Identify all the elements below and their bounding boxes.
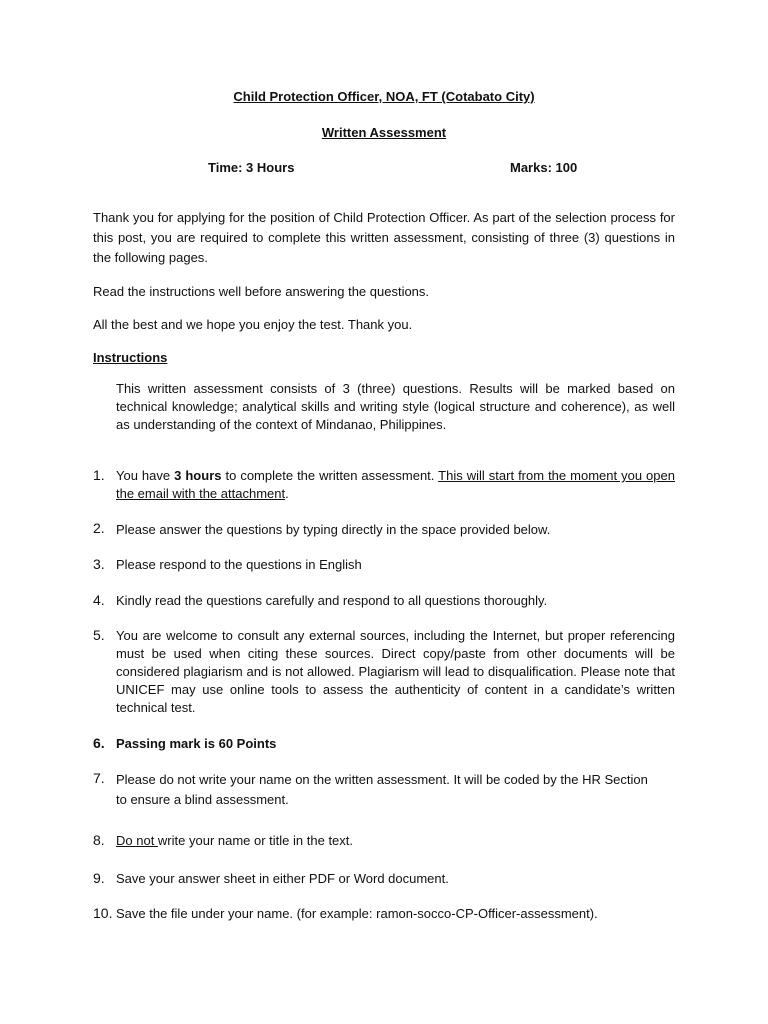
closing-line: All the best and we hope you enjoy the test. Thank you. — [93, 317, 413, 332]
item-bold-text: 3 hours — [174, 468, 222, 483]
list-item-6: Passing mark is 60 Points — [116, 736, 277, 751]
list-item-2: Please answer the questions by typing directly in the space provided below. — [116, 522, 551, 537]
item-text: to complete the written assessment. — [221, 468, 439, 483]
instructions-heading: Instructions — [93, 350, 168, 365]
item-underlined-text: Do not — [116, 833, 158, 848]
document-subtitle: Written Assessment — [321, 125, 447, 140]
item-number: 1. — [93, 467, 105, 483]
item-number: 3. — [93, 556, 105, 572]
item-text: . — [285, 486, 289, 501]
item-number: 10. — [93, 905, 113, 921]
intro-paragraph: Thank you for applying for the position of Child Protection Officer. As part of the selection process for this post, you are required to complete this written assessment, consisting of three (3) questions in the following pages. — [93, 210, 675, 265]
time-label: Time: 3 Hours — [208, 160, 295, 175]
item-number: 2. — [93, 520, 105, 536]
list-item-5: You are welcome to consult any external sources, including the Internet, but proper referencing must be used when citing these sources. Direct copy/paste from other documents will be considered plagiarism and is not allowed. Plagiarism will lead to disqualification. Please note that UNICEF may use online tools to assess the authenticity of content in a candidate’s written technical test. — [116, 628, 675, 715]
list-item-4: Kindly read the questions carefully and respond to all questions thoroughly. — [116, 593, 548, 608]
list-item-3: Please respond to the questions in English — [116, 557, 362, 572]
list-item-7: Please do not write your name on the written assessment. It will be coded by the HR Section to ensure a blind assessment. — [116, 772, 648, 807]
item-underlined-text: This will start from the moment you open the email with the attachment — [116, 468, 675, 501]
list-item-9: Save your answer sheet in either PDF or Word document. — [116, 871, 449, 886]
item-number: 4. — [93, 592, 105, 608]
item-number: 7. — [93, 770, 105, 786]
list-item-1 — [116, 467, 675, 503]
item-number: 6. — [93, 735, 105, 751]
list-item-10: Save the file under your name. (for example: ramon-socco-CP-Officer-assessment). — [116, 906, 598, 921]
item-number: 5. — [93, 627, 105, 643]
item-text: write your name or title in the text. — [157, 833, 354, 848]
instructions-summary: This written assessment consists of 3 (three) questions. Results will be marked based on technical knowledge; analytical skills and writing style (logical structure and coherence), as well as understanding of the context of Mindanao, Philippines. — [116, 381, 675, 432]
read-instructions-line: Read the instructions well before answering the questions. — [93, 284, 430, 299]
list-item-8 — [116, 832, 675, 850]
document-title: Child Protection Officer, NOA, FT (Cotabato City) — [233, 89, 535, 104]
item-number: 9. — [93, 870, 105, 886]
item-number: 8. — [93, 832, 105, 848]
marks-label: Marks: 100 — [510, 160, 578, 175]
item-text: You have — [116, 468, 175, 483]
